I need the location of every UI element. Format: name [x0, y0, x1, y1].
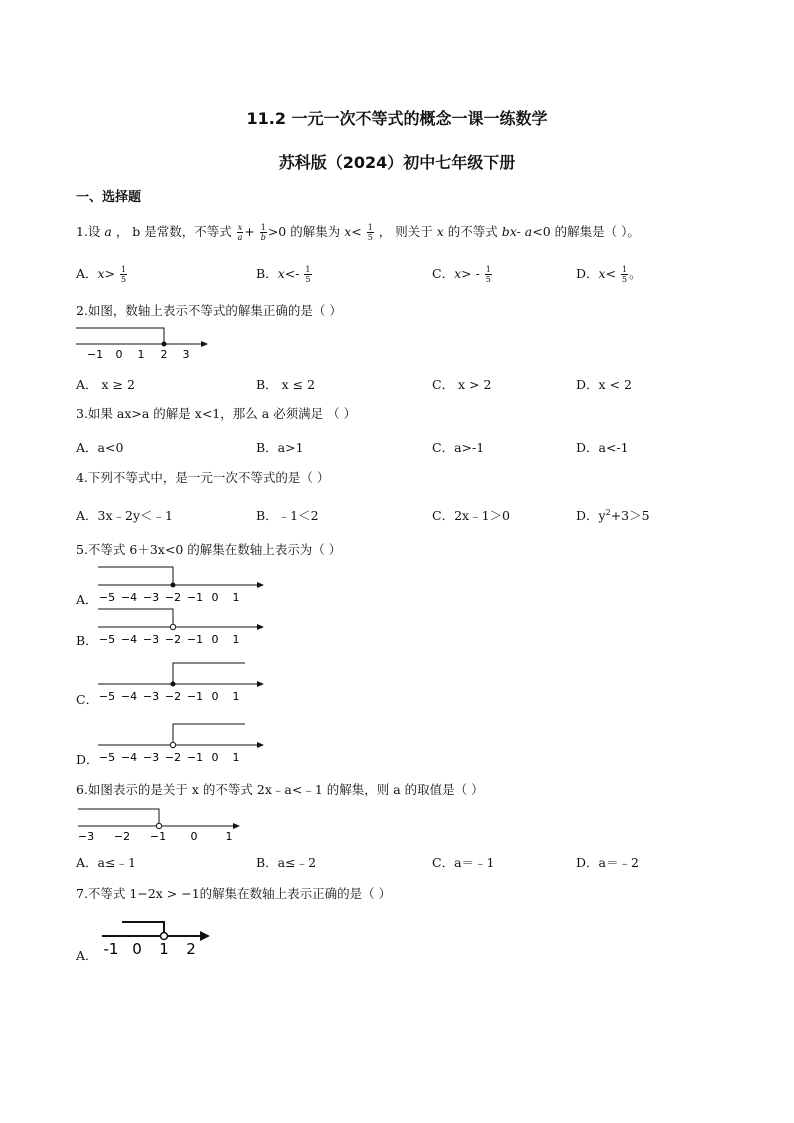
period: 。: [629, 266, 642, 281]
relation: >: [104, 266, 120, 281]
q4-option-a[interactable]: A．3x﹣2y＜﹣1: [76, 508, 173, 523]
tick-label: 1: [232, 591, 240, 604]
solution-bracket: [98, 609, 173, 624]
axis-arrow: [257, 624, 264, 630]
option-label: A．: [76, 266, 98, 281]
q1-option-a[interactable]: [76, 264, 128, 284]
q6-number-line: [76, 806, 248, 842]
relation: <: [605, 266, 621, 281]
fraction: [485, 265, 492, 284]
tick-label: −1: [149, 830, 167, 842]
numerator: 1: [622, 265, 628, 274]
q4-option-d[interactable]: [576, 506, 650, 524]
tick-label: -1: [103, 940, 119, 958]
q5-option-c-label[interactable]: C．: [76, 692, 99, 707]
tick-label: −2: [164, 690, 182, 703]
tick-label: −1: [186, 751, 204, 764]
numerator: 1: [485, 265, 491, 274]
question-6-stem: 6.如图表示的是关于 x 的不等式 2x﹣a<﹣1 的解集，则 a 的取值是（ ）: [76, 782, 484, 797]
question-5-stem: 5.不等式 6＋3x<0 的解集在数轴上表示为（ ）: [76, 542, 342, 557]
tick-label: 0: [211, 591, 219, 604]
tick-label: −5: [98, 690, 116, 703]
q1-option-b[interactable]: [256, 264, 313, 284]
tick-label: −2: [164, 751, 182, 764]
solution-bracket: [173, 663, 245, 684]
tick-label: −5: [98, 751, 116, 764]
solution-bracket: [173, 724, 245, 742]
axis-arrow: [200, 931, 210, 941]
solid-point: [162, 342, 167, 347]
option-label: D．: [576, 266, 599, 281]
q4-option-c[interactable]: C．2x﹣1＞0: [432, 508, 510, 523]
q5-option-b-number-line: [96, 606, 268, 648]
axis-arrow: [257, 681, 264, 687]
section-heading: 一、选择题: [76, 190, 142, 205]
q1-option-c[interactable]: [432, 264, 493, 284]
q1-text: ， b 是常数，不等式: [111, 224, 236, 239]
q7-option-a-number-line: [96, 916, 220, 958]
tick-label: −5: [98, 591, 116, 604]
tick-label: 1: [232, 633, 240, 646]
denominator: b: [260, 233, 266, 242]
q4-option-b[interactable]: B．﹣1＜2: [256, 508, 319, 523]
tick-label: −2: [164, 591, 182, 604]
q1-text: +: [244, 224, 259, 239]
fraction: [120, 265, 127, 284]
tick-label: −3: [142, 751, 160, 764]
tick-label: 2: [186, 940, 196, 958]
question-4-stem: 4.下列不等式中，是一元一次不等式的是（ ）: [76, 470, 330, 485]
option-label: C．: [432, 266, 455, 281]
q3-option-b[interactable]: B．a>1: [256, 440, 304, 455]
denominator: 5: [305, 275, 311, 284]
tick-label: 2: [160, 348, 168, 361]
var-x: x: [97, 266, 105, 281]
fraction: [237, 223, 244, 242]
q3-option-d[interactable]: D．a<-1: [576, 440, 629, 455]
denominator: a: [237, 233, 243, 242]
q2-option-d[interactable]: D．x < 2: [576, 377, 632, 392]
question-7-stem: 7.不等式 1−2x > −1的解集在数轴上表示正确的是（ ）: [76, 886, 392, 901]
solution-bracket: [78, 809, 159, 823]
numerator: x: [237, 223, 243, 232]
q1-text: <: [351, 224, 366, 239]
solid-point: [171, 682, 176, 687]
tick-label: −2: [113, 830, 131, 842]
q5-option-d-label[interactable]: D．: [76, 752, 99, 767]
q1-text: 1.设: [76, 224, 105, 239]
numerator: 1: [367, 223, 373, 232]
option-text: D．y: [576, 508, 606, 523]
tick-label: −4: [120, 690, 138, 703]
q7-option-a-label[interactable]: A．: [76, 948, 98, 963]
q2-number-line: [76, 326, 216, 362]
q5-option-a-number-line: [96, 564, 268, 606]
denominator: 5: [485, 275, 491, 284]
solution-bracket: [122, 922, 164, 933]
q1-expression: bx- a: [501, 224, 533, 239]
q3-option-a[interactable]: A．a<0: [76, 440, 124, 455]
q1-var-x: x: [344, 224, 352, 239]
tick-label: −2: [164, 633, 182, 646]
tick-label: −3: [142, 690, 160, 703]
q6-option-c[interactable]: C．a＝﹣1: [432, 855, 495, 870]
q2-option-b[interactable]: B． x ≤ 2: [256, 377, 316, 392]
q5-option-d-number-line: [96, 721, 268, 765]
tick-label: 1: [232, 751, 240, 764]
solid-point: [171, 583, 176, 588]
page-title: 11.2 一元一次不等式的概念一课一练数学: [246, 109, 548, 128]
denominator: 5: [622, 275, 628, 284]
solution-bracket: [76, 328, 164, 344]
var-x: x: [454, 266, 462, 281]
denominator: 5: [367, 233, 373, 242]
solution-bracket: [98, 567, 173, 585]
hollow-point: [170, 742, 175, 747]
tick-label: −3: [142, 591, 160, 604]
axis-arrow: [233, 823, 240, 829]
tick-label: 0: [132, 940, 142, 958]
question-2-stem: 2.如图，数轴上表示不等式的解集正确的是（ ）: [76, 303, 342, 318]
tick-label: −4: [120, 751, 138, 764]
q5-option-c-number-line: [96, 660, 268, 704]
q6-option-b[interactable]: B．a≤﹣2: [256, 855, 317, 870]
q1-text: 的不等式: [443, 224, 502, 239]
numerator: 1: [260, 223, 266, 232]
tick-label: 1: [225, 830, 233, 842]
tick-label: 3: [182, 348, 190, 361]
q6-option-a[interactable]: A．a≤﹣1: [76, 855, 136, 870]
q1-var-x: x: [436, 224, 444, 239]
tick-label: 0: [190, 830, 198, 842]
tick-label: 1: [137, 348, 145, 361]
q1-option-d[interactable]: [576, 264, 642, 284]
q5-option-a-label[interactable]: A．: [76, 592, 98, 607]
var-x: x: [598, 266, 606, 281]
tick-label: −1: [186, 591, 204, 604]
tick-label: −1: [186, 633, 204, 646]
tick-label: 0: [211, 751, 219, 764]
q3-option-c[interactable]: C．a>-1: [432, 440, 485, 455]
hollow-point: [156, 823, 161, 828]
tick-label: 0: [211, 633, 219, 646]
tick-label: 1: [159, 940, 169, 958]
q1-text: <0 的解集是（ ）。: [532, 224, 640, 239]
fraction: [304, 265, 311, 284]
relation: <-: [284, 266, 304, 281]
axis-arrow: [257, 742, 264, 748]
numerator: 1: [121, 265, 127, 274]
tick-label: −1: [86, 348, 104, 361]
relation: > -: [461, 266, 484, 281]
hollow-point: [161, 933, 168, 940]
tick-label: −4: [120, 591, 138, 604]
tick-label: −5: [98, 633, 116, 646]
q5-option-b-label[interactable]: B．: [76, 633, 98, 648]
axis-arrow: [257, 582, 264, 588]
option-label: B．: [256, 266, 278, 281]
exponent: 2: [605, 507, 611, 517]
numerator: 1: [305, 265, 311, 274]
q1-text: >0 的解集为: [267, 224, 345, 239]
question-1-stem: [76, 222, 640, 242]
q2-option-c[interactable]: C． x > 2: [432, 377, 492, 392]
q6-option-d[interactable]: D．a＝﹣2: [576, 855, 639, 870]
tick-label: −1: [186, 690, 204, 703]
tick-label: −4: [120, 633, 138, 646]
page-subtitle: 苏科版（2024）初中七年级下册: [278, 153, 516, 172]
tick-label: 0: [211, 690, 219, 703]
hollow-point: [170, 624, 175, 629]
tick-label: 0: [115, 348, 123, 361]
fraction: [260, 223, 267, 242]
fraction: [621, 265, 628, 284]
q2-option-a[interactable]: A． x ≥ 2: [76, 377, 135, 392]
tick-label: −3: [77, 830, 95, 842]
fraction: [367, 223, 374, 242]
tick-label: 1: [232, 690, 240, 703]
denominator: 5: [121, 275, 127, 284]
q1-text: ， 则关于: [374, 224, 437, 239]
option-text: +3＞5: [610, 508, 650, 523]
tick-label: −3: [142, 633, 160, 646]
var-x: x: [277, 266, 285, 281]
axis-arrow: [201, 341, 208, 347]
q1-var-a: a: [104, 224, 112, 239]
question-3-stem: 3.如果 ax>a 的解是 x<1，那么 a 必须满足 （ ）: [76, 406, 357, 421]
